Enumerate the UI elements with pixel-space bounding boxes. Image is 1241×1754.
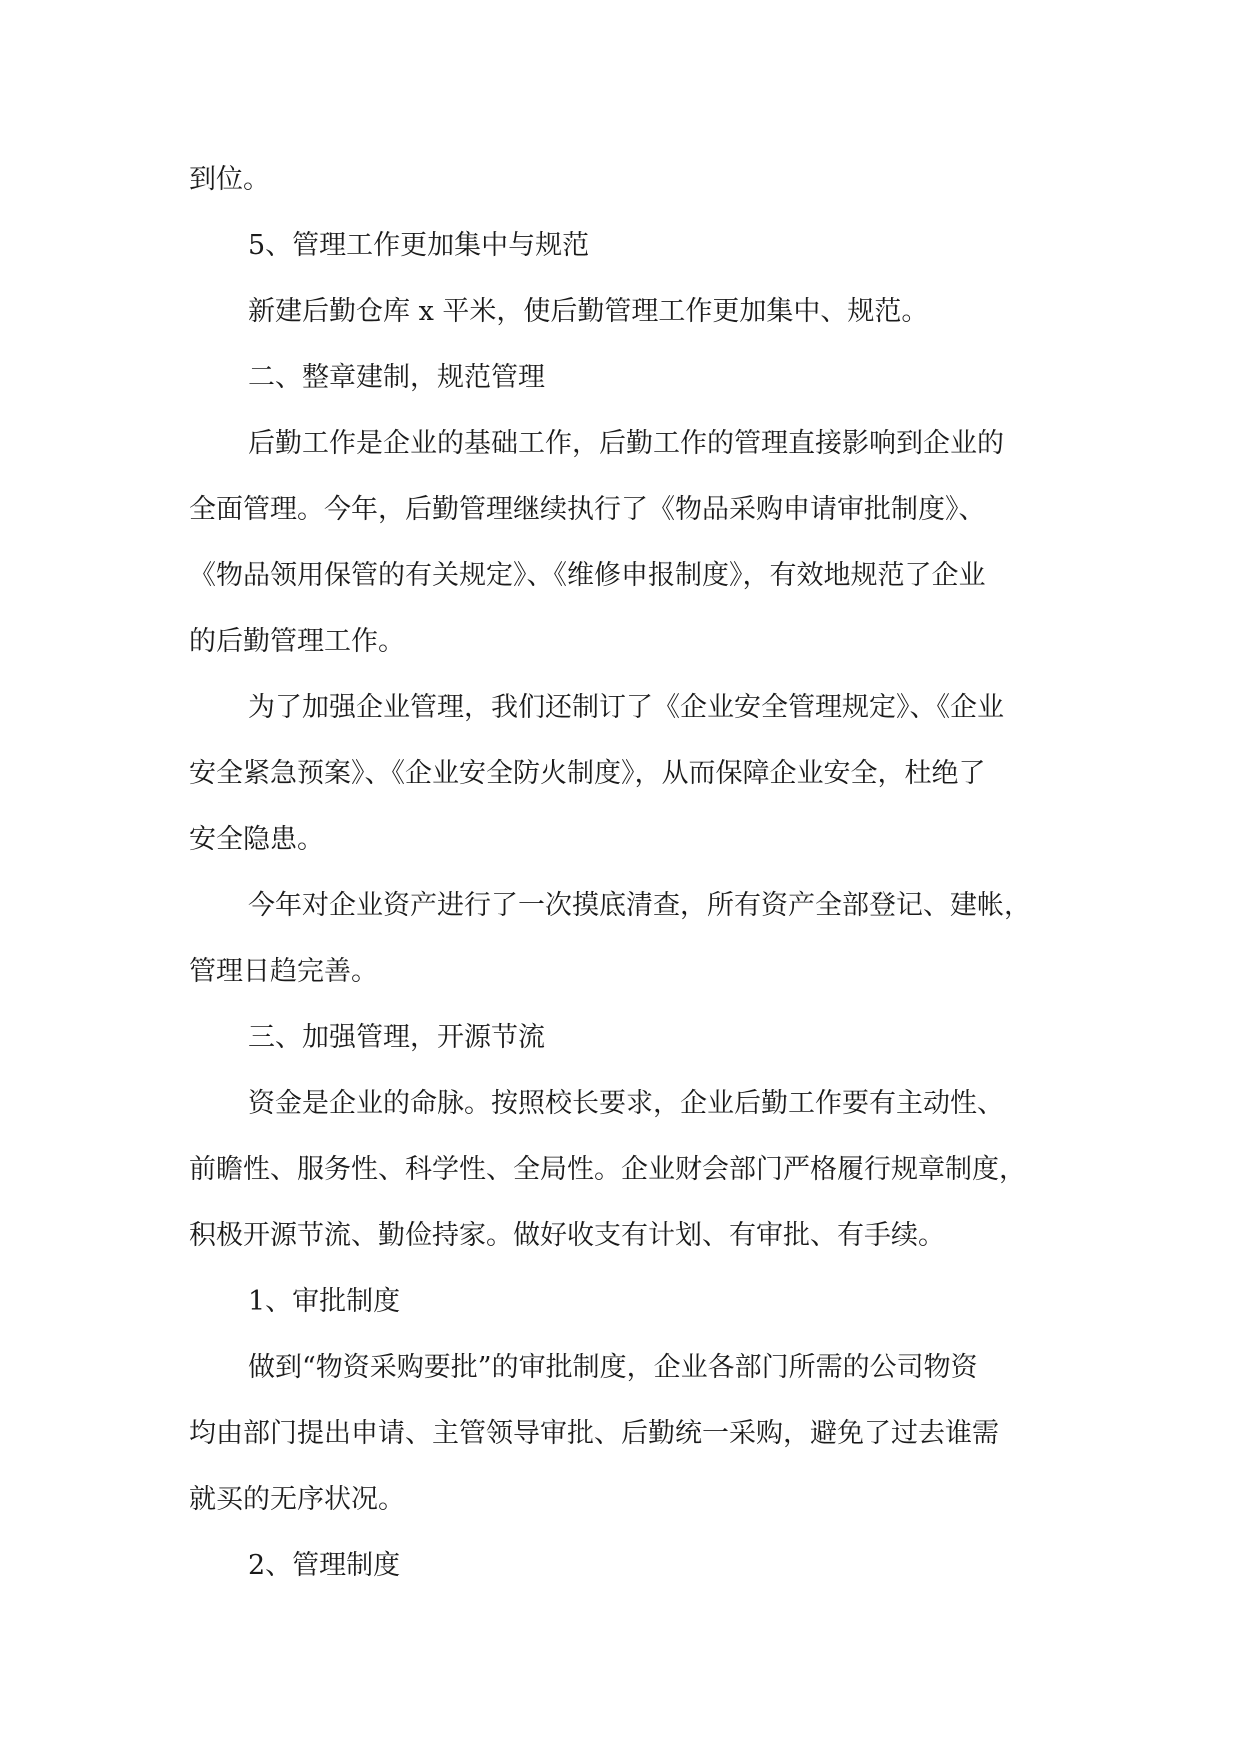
text-line: 到位。 [189,164,270,195]
text-line: 今年对企业资产进行了一次摸底清查，所有资产全部登记、建帐， [248,890,1031,921]
section-heading: 5、管理工作更加集中与规范 [248,230,590,261]
text-line: 前瞻性、服务性、科学性、全局性。企业财会部门严格履行规章制度， [189,1154,1026,1185]
section-heading: 2、管理制度 [248,1550,401,1581]
text-line: 为了加强企业管理，我们还制订了《企业安全管理规定》、《企业 [248,692,1004,723]
text-line: 管理日趋完善。 [189,956,378,987]
text-line: 安全隐患。 [189,824,324,855]
text-line: 资金是企业的命脉。按照校长要求，企业后勤工作要有主动性、 [248,1088,1004,1119]
section-heading: 1、审批制度 [248,1286,401,1317]
section-heading: 二、整章建制，规范管理 [248,362,545,393]
text-line: 均由部门提出申请、主管领导审批、后勤统一采购，避免了过去谁需 [189,1418,999,1449]
text-line: 做到“物资采购要批”的审批制度，企业各部门所需的公司物资 [248,1352,978,1383]
section-heading: 三、加强管理，开源节流 [248,1022,545,1053]
text-line: 积极开源节流、勤俭持家。做好收支有计划、有审批、有手续。 [189,1220,945,1251]
text-line: 就买的无序状况。 [189,1484,405,1515]
text-line: 全面管理。今年，后勤管理继续执行了《物品采购申请审批制度》、 [189,494,986,525]
text-line: 安全紧急预案》、《企业安全防火制度》，从而保障企业安全，杜绝了 [189,758,986,789]
text-line: 的后勤管理工作。 [189,626,405,657]
text-line: 《物品领用保管的有关规定》、《维修申报制度》，有效地规范了企业 [189,560,986,591]
text-line: 新建后勤仓库 x 平米，使后勤管理工作更加集中、规范。 [248,296,929,327]
text-line: 后勤工作是企业的基础工作，后勤工作的管理直接影响到企业的 [248,428,1004,459]
